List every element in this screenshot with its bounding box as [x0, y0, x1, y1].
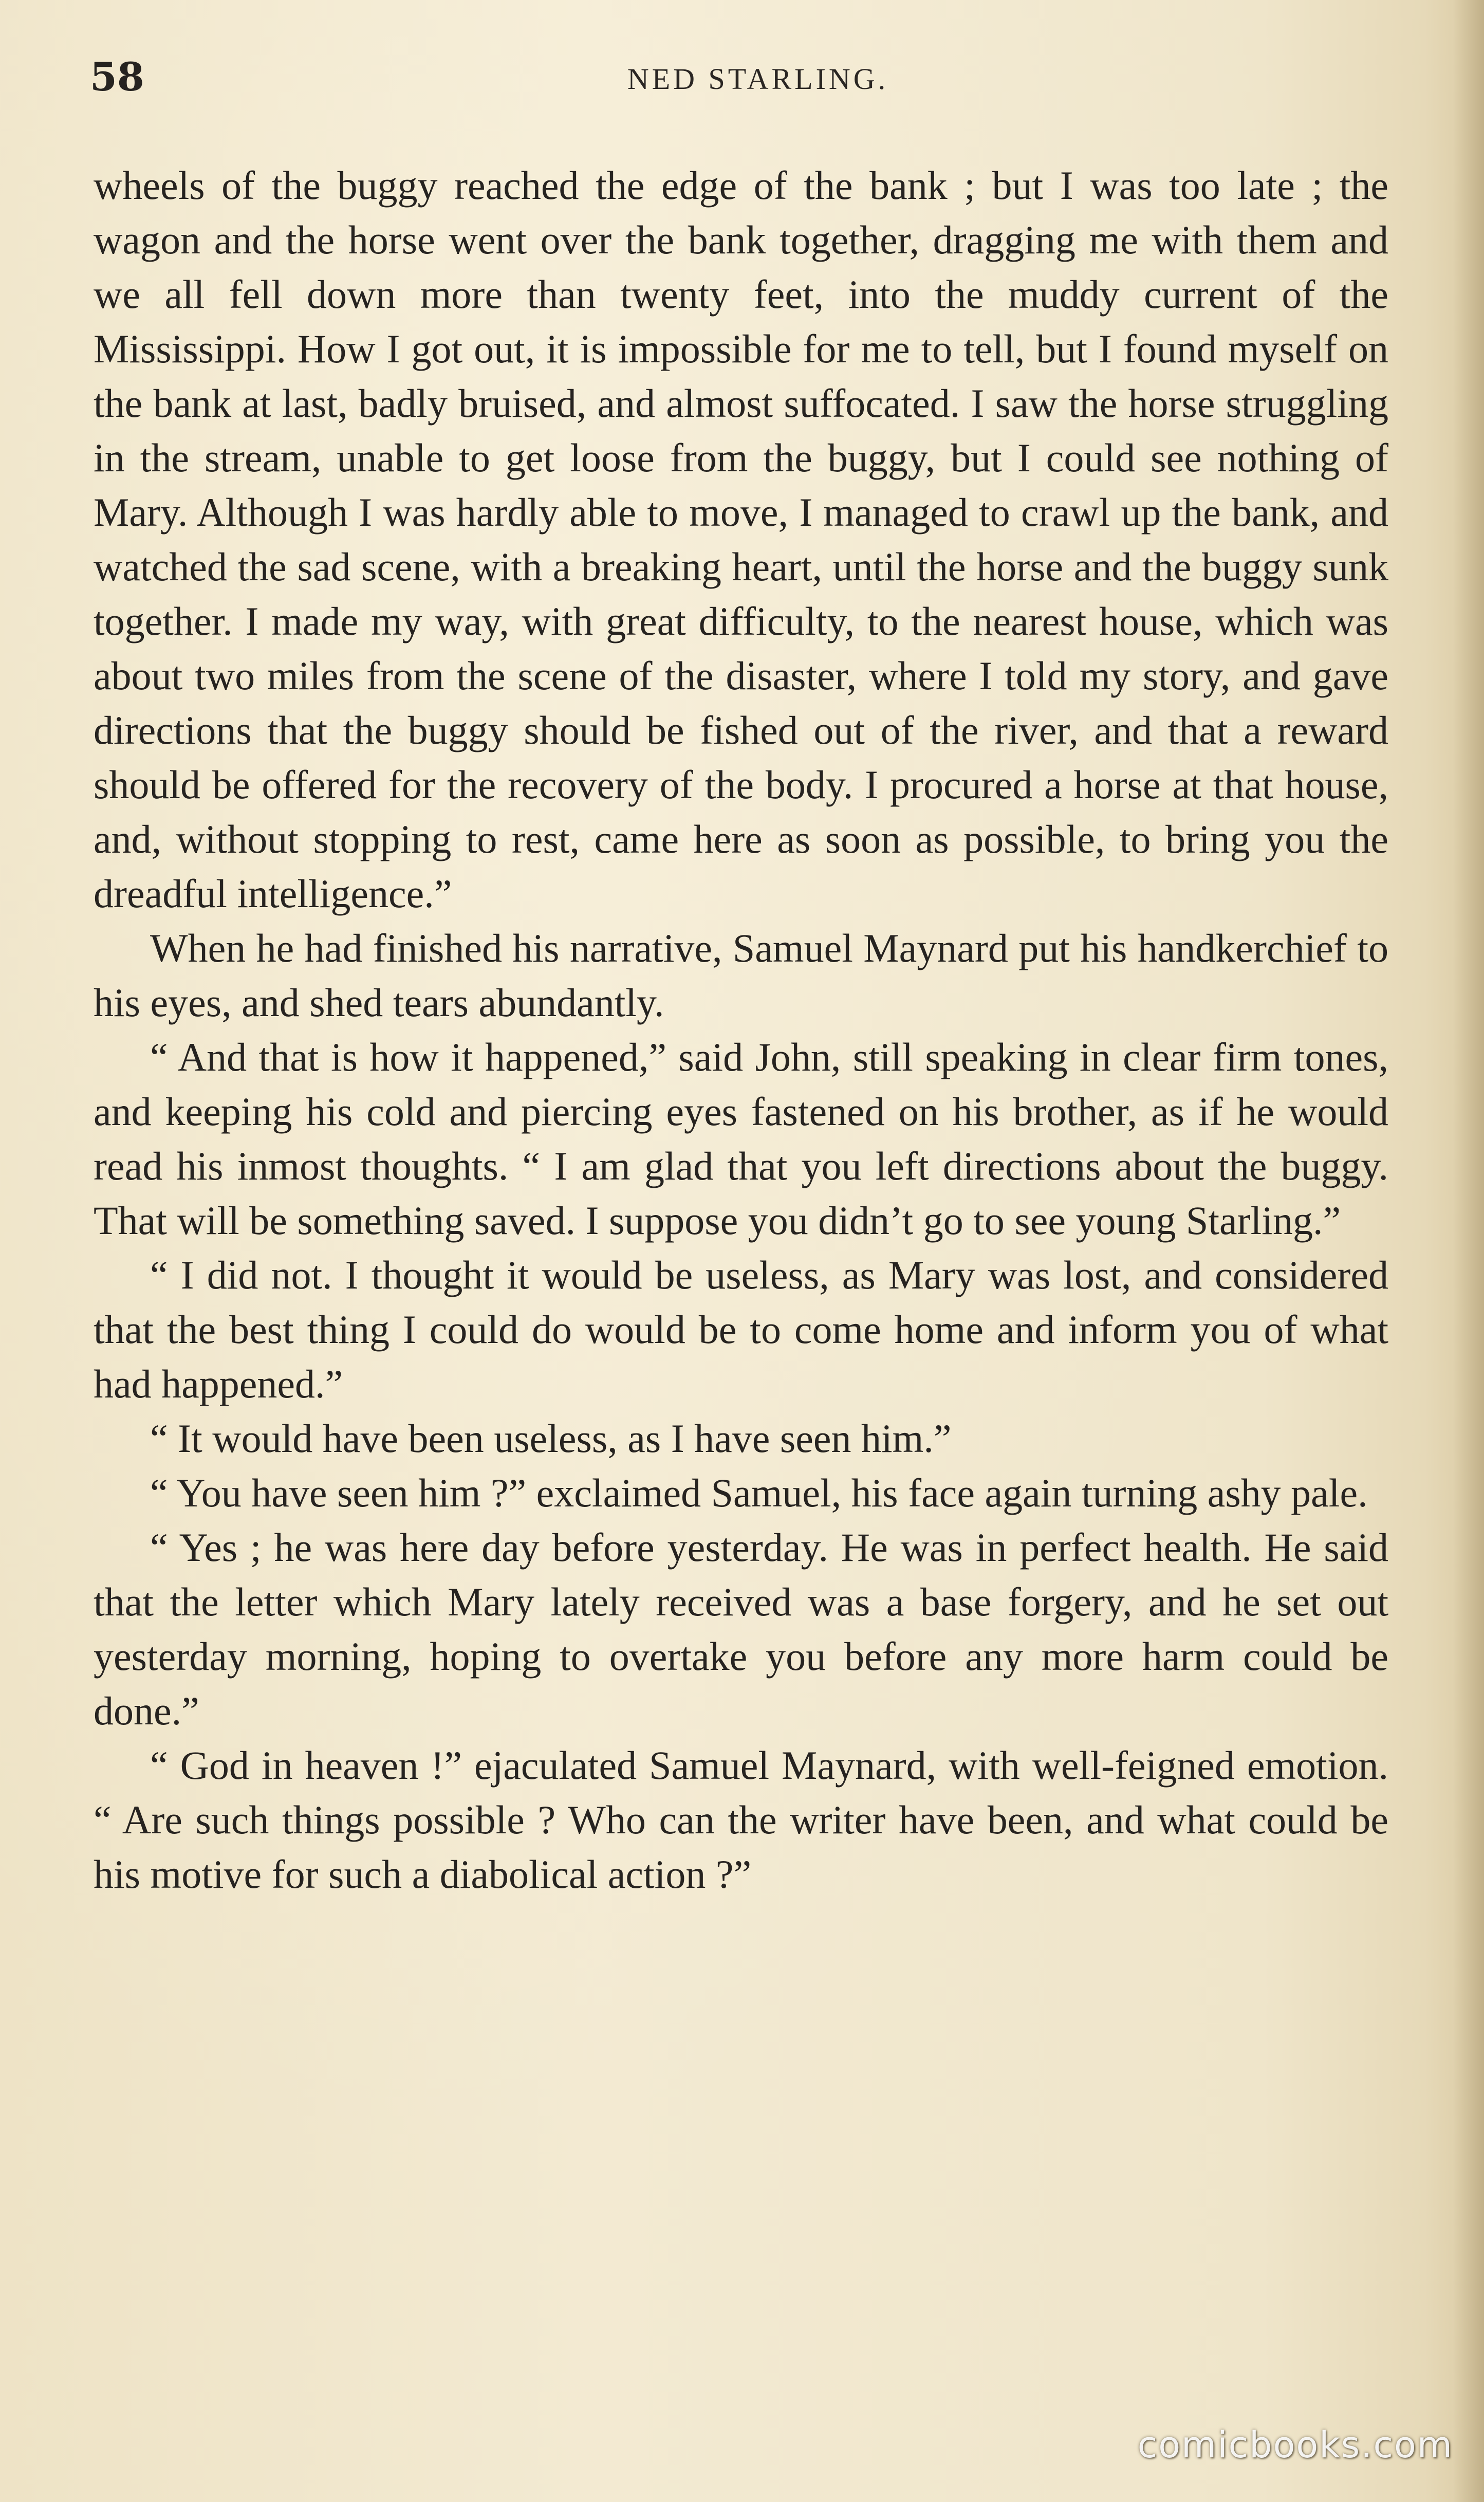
watermark: comicbooks.com — [1137, 2424, 1453, 2466]
paragraph: “ God in heaven !” ejaculated Samuel Maynard, with well-feigned emotion. “ Are such things possible ? Who can the writer have been, and what could be his motive for such a diabolical action ?” — [94, 1743, 1388, 1897]
body-text — [94, 158, 1388, 1902]
paragraph: “ And that is how it happened,” said John, still speaking in clear firm tones, and keeping his cold and piercing eyes fastened on his brother, as if he would read his inmost thoughts. “ I am glad that you left directions about the buggy. That will be something saved. I suppose you didn’t go to see young Starling.” — [94, 1035, 1388, 1243]
paragraph: wheels of the buggy reached the edge of the bank ; but I was too late ; the wagon and the horse went over the bank together, dragging me with them and we all fell down more than twenty feet, into the muddy current of the Mississippi. How I got out, it is impossible for me to tell, but I found myself on the bank at last, badly bruised, and almost suffocated. I saw the horse struggling in the stream, unable to get loose from the buggy, but I could see nothing of Mary. Although I was hardly able to move, I managed to crawl up the bank, and watched the sad scene, with a breaking heart, until the horse and the buggy sunk together. I made my way, with great difficulty, to the nearest house, which was about two miles from the scene of the disaster, where I told my story, and gave directions that the buggy should be fished out of the river, and that a reward should be offered for the recovery of the body. I procured a horse at that house, and, without stopping to rest, came here as soon as possible, to bring you the dreadful intelligence.” — [94, 163, 1388, 916]
page-number: 58 — [90, 54, 144, 100]
paragraph: “ It would have been useless, as I have seen him.” — [150, 1416, 952, 1461]
paragraph: “ I did not. I thought it would be useless, as Mary was lost, and considered that the best thing I could do would be to come home and inform you of what had happened.” — [94, 1253, 1388, 1406]
paragraph: “ You have seen him ?” exclaimed Samuel, his face again turning ashy pale. — [150, 1470, 1368, 1515]
running-head: NED STARLING. — [627, 62, 889, 96]
paragraph: “ Yes ; he was here day before yesterday. He was in perfect health. He said that the letter which Mary lately received was a base forgery, and he set out yesterday morning, hoping to overtake you before any more harm could be done.” — [94, 1525, 1388, 1733]
paragraph: When he had finished his narrative, Samuel Maynard put his handkerchief to his eyes, and shed tears abundantly. — [94, 926, 1388, 1025]
page-edge-shadow — [1453, 0, 1484, 2502]
page-header — [90, 51, 1405, 113]
